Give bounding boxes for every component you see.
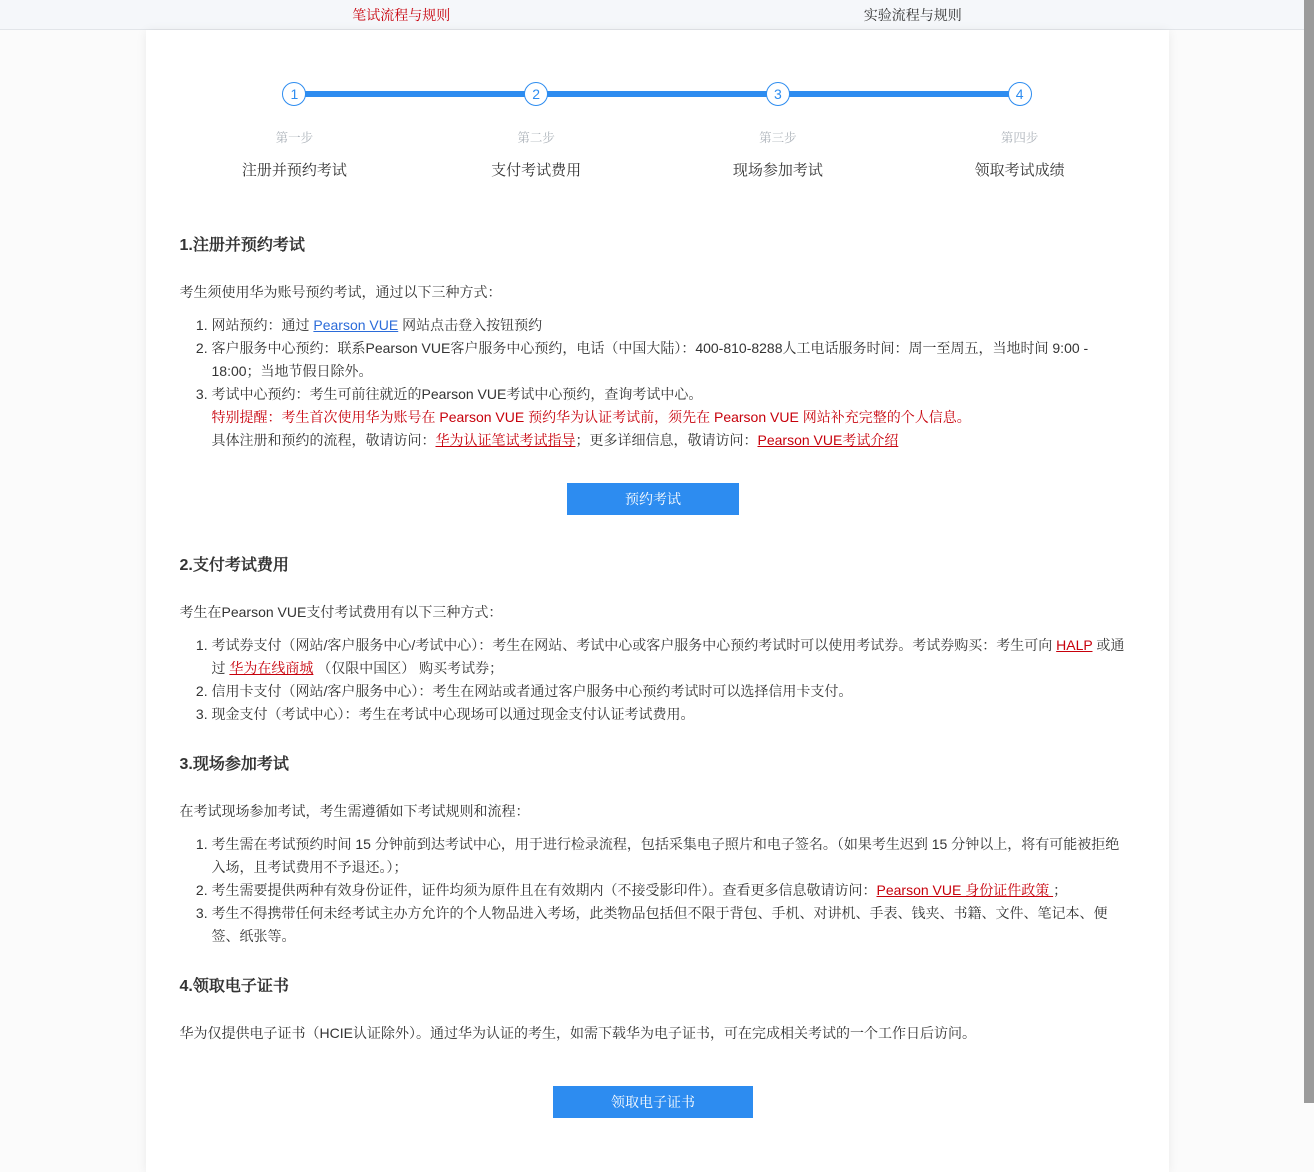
list-item (212, 680, 1127, 703)
step-circle-3: 3 (766, 82, 790, 106)
list-item (212, 879, 1127, 902)
list-item (212, 833, 1127, 879)
step-sublabel-3: 第三步 (759, 131, 797, 145)
scrollbar[interactable] (1304, 0, 1314, 1103)
text-segment: 考生需在考试预约时间 15 分钟前到达考试中心，用于进行检录流程，包括采集电子照片和电子签名。（如果考生迟到 15 分钟以上，将有可能被拒绝入场，且考试费用不予退还。）； (211, 836, 1120, 875)
step-name-3: 现场参加考试 (732, 162, 823, 179)
section-intro-payment: 考生在Pearson VUE支付考试费用有以下三种方式： (179, 604, 503, 620)
text-segment: 特别提醒：考生首次使用华为账号在 Pearson VUE 预约华为认证考试前，须先在 Pearson VUE 网站补充完整的个人信息。 (211, 409, 971, 425)
pearson-vue-exam-intro-link[interactable]: Pearson VUE考试介绍 (757, 432, 899, 448)
top-tab-bar (0, 0, 1314, 30)
text-segment: 网站点击登入按钮预约 (398, 317, 543, 333)
tab-lab-exam-process[interactable]: 实验流程与规则 (863, 6, 962, 23)
text-segment: 考生需要提供两种有效身份证件，证件均须为原件且在有效期内（不接受影印件）。查看更多信息敬请访问： (211, 882, 877, 898)
pearson-vue-link[interactable]: Pearson VUE (313, 317, 399, 333)
register-guide-links (212, 429, 1127, 452)
text-segment: 信用卡支付（网站/客户服务中心）：考生在网站或者通过客户服务中心预约考试时可以选择信用卡支付。 (211, 683, 853, 699)
section-heading-onsite: 3.现场参加考试 (179, 756, 289, 773)
section-heading-payment: 2.支付考试费用 (179, 557, 289, 574)
section-heading-register: 1.注册并预约考试 (179, 237, 305, 254)
get-certificate-button[interactable]: 领取电子证书 (553, 1086, 753, 1118)
list-item (212, 634, 1127, 680)
huawei-written-exam-guide-link[interactable]: 华为认证笔试考试指导 (435, 432, 576, 448)
text-segment: 或通过 (211, 637, 1125, 676)
section-intro-certificate: 华为仅提供电子证书（HCIE认证除外）。通过华为认证的考生，如需下载华为电子证书，可在完成相关考试的一个工作日后访问。 (179, 1025, 976, 1041)
huawei-online-store-link[interactable]: 华为在线商城 (229, 660, 314, 676)
list-item (212, 383, 1127, 406)
register-methods-list (180, 314, 1127, 406)
top-tab-bar-inner (146, 0, 1169, 29)
step-circle-1: 1 (282, 82, 306, 106)
step-name-2: 支付考试费用 (491, 162, 582, 179)
step-sublabel-2: 第二步 (517, 131, 555, 145)
section-intro-onsite: 在考试现场参加考试，考生需遵循如下考试规则和流程： (179, 803, 530, 819)
tab-written-exam-process[interactable]: 笔试流程与规则 (352, 6, 451, 23)
step-sublabel-4: 第四步 (1000, 131, 1039, 145)
step-name-4: 领取考试成绩 (974, 162, 1065, 179)
text-segment: 考试中心预约：考生可前往就近的Pearson VUE考试中心预约，查询考试中心。 (211, 386, 703, 402)
rules-content (146, 180, 1169, 1118)
text-segment: 客户服务中心预约：联系Pearson VUE客户服务中心预约，电话（中国大陆）：400-810-8288人工电话服务时间：周一至周五，当地时间 9:00 - 18:00；当地节假日除外。 (211, 340, 1089, 379)
step-sublabel-1: 第一步 (275, 131, 314, 145)
exam-steps-progress (146, 30, 1169, 180)
text-segment: 现金支付（考试中心）：考生在考试中心现场可以通过现金支付认证考试费用。 (211, 706, 695, 722)
text-segment: ；更多详细信息，敬请访问： (575, 432, 758, 448)
pearson-vue-id-policy-link[interactable]: Pearson VUE 身份证件政策 (876, 882, 1054, 898)
halp-link[interactable]: HALP (1056, 637, 1093, 653)
list-item (212, 314, 1127, 337)
step-circle-4: 4 (1008, 82, 1032, 106)
book-exam-button[interactable]: 预约考试 (567, 483, 739, 515)
payment-methods-list (180, 634, 1127, 726)
list-item (212, 703, 1127, 726)
onsite-rules-list (180, 833, 1127, 948)
text-segment: 考试券支付（网站/客户服务中心/考试中心）：考生在网站、考试中心或客户服务中心预约考试时可以使用考试券。考试券购买：考生可向 (211, 637, 1057, 653)
step-name-1: 注册并预约考试 (241, 162, 347, 179)
section-heading-certificate: 4.领取电子证书 (179, 978, 289, 995)
list-item (212, 337, 1127, 383)
section-intro-register: 考生须使用华为账号预约考试，通过以下三种方式： (179, 284, 502, 300)
content-card (146, 30, 1169, 1172)
step-circle-2: 2 (524, 82, 548, 106)
text-segment: 考生不得携带任何未经考试主办方允许的个人物品进入考场，此类物品包括但不限于背包、手机、对讲机、手表、钱夹、书籍、文件、笔记本、便签、纸张等。 (211, 905, 1108, 944)
text-segment: 网站预约：通过 (211, 317, 314, 333)
list-item (212, 902, 1127, 948)
text-segment: ； (1053, 882, 1068, 898)
text-segment: （仅限中国区） 购买考试券； (313, 660, 504, 676)
special-reminder (212, 406, 1127, 429)
text-segment: 具体注册和预约的流程，敬请访问： (211, 432, 436, 448)
